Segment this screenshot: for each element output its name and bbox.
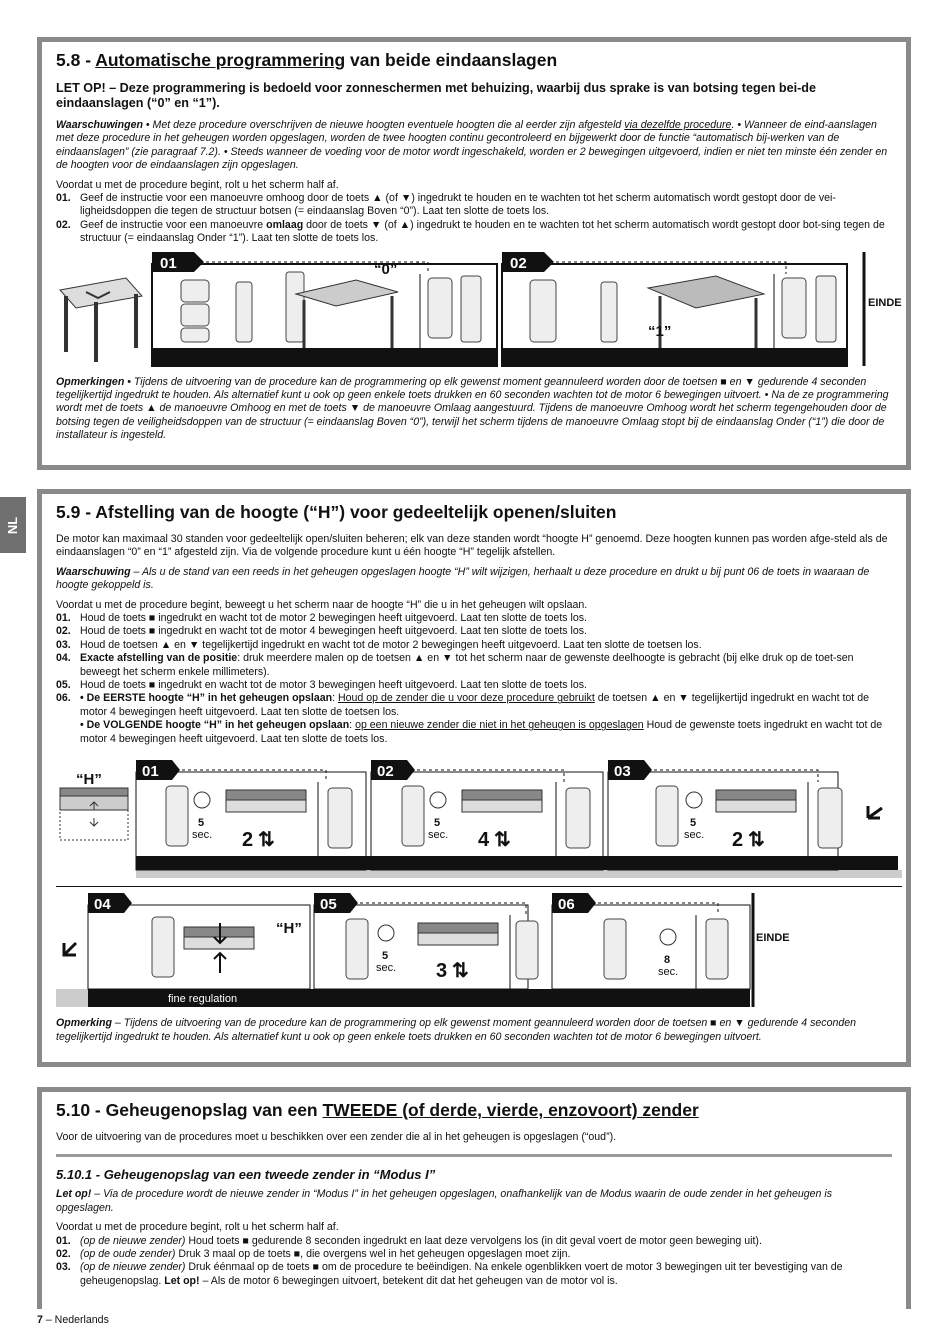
section-5-9-pre: Voordat u met de procedure begint, beweegt u het scherm naar de hoogte “H” die u in het geheugen wilt opslaan.: [56, 598, 588, 611]
remote-icon: [328, 788, 352, 848]
seconds-unit: sec.: [684, 829, 705, 842]
section-5-9: [37, 489, 911, 1067]
clock-icon: [194, 792, 210, 808]
section-5-10-pre: Voordat u met de procedure begint, rolt u het scherm half af.: [56, 1221, 339, 1234]
section-5-10-letop: Let op! – Via de procedure wordt de nieuwe zender in “Modus I” in het geheugen opgeslagen, onafhankelijk van de Modus waarin de oude zender in het geheugen is opgeslagen.: [56, 1188, 833, 1214]
section-5-8-step-1: 01. Geef de instructie voor een manoeuvre omhoog door de toets ▲ (of ▼) ingedrukt te houden en te wachten tot het scherm automatisch wordt gestopt door de vei-ligheidsdoppen die tegen de structuur botsen (= eindaanslag Boven “0”). Laat ten slotte de toets los.: [56, 192, 836, 218]
pergola-mid: [296, 280, 398, 348]
step-number-03: 03: [614, 763, 631, 781]
remote-icon: [530, 280, 617, 342]
section-5-10-step-2: 02. (op de oude zender) Druk 3 maal op de toets ■, die overgens wel in het geheugen opgeslagen moet zijn.: [56, 1248, 571, 1261]
section-5-10-title: 5.10 - Geheugenopslag van een TWEEDE (of derde, vierde, enzovoort) zender: [56, 1100, 699, 1120]
section-5-10-step-3: 03. (op de nieuwe zender) Druk éénmaal op de toets ■ om de procedure te beëindigen. Na enkele ogenblikken voert de motor 3 bewegingen uit ter bevestiging van de geheugenopslag. Let op! – Als de motor 6 bewegingen uitvoert, betekent dit dat het geheugen van de motor vol is.: [56, 1261, 843, 1287]
section-5-10-1-title: 5.10.1 - Geheugenopslag van een tweede zender in “Modus I”: [56, 1167, 436, 1183]
section-5-8-notes: Opmerkingen • Tijdens de uitvoering van de procedure kan de programmering op elk gewenst moment geannuleerd worden door de toetsen ■ en ▼ gedurende 4 seconden tegelijkertijd ingedrukt te houden. Als alternatief kunt u ook op geen enkele toets drukken en 60 seconden wachten tot de motor 6 bewegingen uitvoert. • Na de ze programmering wordt met de toets ▲ de manoeuvre Omhoog en met de toets ▼ de manoeuvre Omlaag aangestuurd. Tijdens de manoeuvre Omhoog wordt het scherm tegengehouden door de botsing tegen de veiligheidsdoppen van de structuur (= eindaanslag Boven “0”), terwijl het scherm tijdens de manoeuvre Omlaag stopt bij de eindaanslag Onder (“1”) die door de installateur is ingesteld.: [56, 375, 889, 442]
section-5-9-title: 5.9 - Afstelling van de hoogte (“H”) voor gedeeltelijk openen/sluiten: [56, 502, 617, 522]
pergola-illustration: [60, 278, 142, 362]
step-number-04: 04: [94, 896, 111, 914]
end-label: EINDE: [868, 296, 902, 309]
seconds-value: 5: [382, 950, 389, 963]
section-5-9-step-4: 04. Exacte afstelling van de positie: druk meerdere malen op de toetsen ▲ en ▼ tot het scherm naar de gewenste deelhoogte is gebracht (bij elke druk op de toet-sen beweegt het scherm enkele millimeters).: [56, 652, 854, 678]
updown-icon: ⇅: [748, 829, 765, 852]
remote-icon: [166, 786, 188, 846]
clock-icon: [378, 925, 394, 941]
updown-icon: ⇅: [452, 960, 469, 983]
section-5-9-warning: Waarschuwing – Als u de stand van een reeds in het geheugen opgeslagen hoogte “H” wilt wijzigen, herhaalt u deze procedure en drukt u bij punt 06 de toets in waaraan de hoogte gekoppeld is.: [56, 565, 870, 592]
movement-count: 4: [478, 829, 490, 852]
seconds-unit: sec.: [428, 829, 449, 842]
remote-icon: [152, 917, 174, 977]
section-5-9-step-1: 01. Houd de toets ■ ingedrukt en wacht tot de motor 2 bewegingen heeft uitgevoerd. Laat ten slotte de toets los.: [56, 612, 587, 625]
section-5-9-step-2: 02. Houd de toets ■ ingedrukt en wacht tot de motor 4 bewegingen heeft uitgevoerd. Laat ten slotte de toets los.: [56, 625, 587, 638]
section-5-8: [37, 37, 911, 470]
step-number-05: 05: [320, 896, 337, 914]
fine-regulation-label: fine regulation: [168, 993, 238, 1006]
label-zero: “0”: [374, 260, 398, 278]
remote-icon: [428, 276, 481, 342]
step-number-01: 01: [142, 763, 159, 781]
seconds-value: 8: [664, 954, 671, 967]
awning-illustration: [60, 788, 128, 840]
section-5-9-step-5: 05. Houd de toets ■ ingedrukt en wacht tot de motor 3 bewegingen heeft uitgevoerd. Laat ten slotte de toets los.: [56, 679, 587, 692]
remote-icon: [516, 921, 538, 979]
step-number-01: 01: [160, 254, 177, 272]
page-footer: 7 – Nederlands: [37, 1314, 109, 1326]
seconds-value: 5: [198, 817, 205, 830]
language-tab: NL: [0, 497, 26, 553]
updown-icon: ⇅: [494, 829, 511, 852]
label-h: “H”: [76, 771, 102, 789]
remote-icon: [346, 919, 368, 979]
remote-icon: [566, 788, 590, 848]
end-label: EINDE: [756, 932, 790, 945]
seconds-value: 5: [690, 817, 697, 830]
label-one: “1”: [648, 322, 672, 340]
movement-count: 3: [436, 960, 448, 983]
label-h: “H”: [276, 920, 302, 938]
section-5-8-letop: LET OP! – Deze programmering is bedoeld voor zonneschermen met behuizing, waarbij dus sprake is van botsing tegen bei-de eindaanslagen (“0” en “1”).: [56, 81, 816, 110]
section-5-9-step-3: 03. Houd de toetsen ▲ en ▼ tegelijkertijd ingedrukt en wacht tot de motor 2 bewegingen heeft uitgevoerd. Laat ten slotte de toetsen los.: [56, 638, 702, 651]
section-5-8-figure: [56, 252, 902, 370]
remote-icon: [782, 276, 836, 342]
movement-count: 2: [732, 829, 744, 852]
section-5-9-figure-row-2: [56, 893, 902, 1011]
seconds-value: 5: [434, 817, 441, 830]
clock-icon: [660, 929, 676, 945]
section-5-10: [37, 1087, 911, 1309]
seconds-unit: sec.: [192, 829, 213, 842]
clock-icon: [686, 792, 702, 808]
step-number-06: 06: [558, 896, 575, 914]
remote-icon: [181, 272, 304, 342]
remote-icon: [402, 786, 424, 846]
section-5-8-step-2: 02. Geef de instructie voor een manoeuvre omlaag door de toets ▼ (of ▲) ingedrukt te houden en te wachten tot het scherm automatisch wordt gestopt door bot-sing tegen de structuur (= eindaanslag Onder “1”). Laat ten slotte de toets los.: [56, 218, 885, 245]
remote-icon: [818, 788, 842, 848]
step-number-02: 02: [377, 763, 394, 781]
remote-icon: [604, 919, 626, 979]
section-5-9-step-6: 06. • De EERSTE hoogte “H” in het geheugen opslaan: Houd op de zender die u voor deze procedure gebruikt de toetsen ▲ en ▼ tegelijkertijd ingedrukt en wacht tot de motor 4 bewegingen heeft uitgevoerd. Laat ten slotte de toetsen los. • De VOLGENDE hoogte “H” in het geheugen opslaan: op een nieuwe zender die niet in het geheugen is opgeslagen Houd de gewenste toets ingedrukt en wacht tot de motor 4 bewegingen heeft uitgevoerd. Laat ten slotte de toets los.: [56, 692, 883, 745]
section-5-8-warnings: Waarschuwingen • Met deze procedure overschrijven de nieuwe hoogten eventuele hoogten die al eerder zijn afgesteld via dezelfde procedure. • Wanneer de eind-aanslagen met deze procedure in het geheugen worden opgeslagen, worden de twee hoogten continu gecontroleerd en bijgewerkt door de functie “automatisch bij-werken van de eindaanslagen” (zie paragraaf 7.2). • Steeds wanneer de voeding voor de motor wordt ingeschakeld, worden er 2 bewegingen uitgevoerd, indien er niet ten minste één zender en de hoogten voor de eindaanslagen zijn opgeslagen.: [56, 119, 888, 172]
updown-icon: ⇅: [258, 829, 275, 852]
return-arrow-icon: [64, 943, 76, 955]
seconds-unit: sec.: [658, 966, 679, 979]
section-5-10-step-1: 01. (op de nieuwe zender) Houd toets ■ gedurende 8 seconden ingedrukt en laat deze vervolgens los (in dit geval voert de motor geen beweging uit).: [56, 1234, 762, 1247]
movement-count: 2: [242, 829, 254, 852]
step-number-02: 02: [510, 254, 527, 272]
seconds-unit: sec.: [376, 962, 397, 975]
section-5-9-figure-row-1: [56, 760, 902, 878]
continue-arrow-icon: [868, 806, 882, 818]
section-5-8-intro: Voordat u met de procedure begint, rolt u het scherm half af.: [56, 178, 339, 191]
remote-icon: [656, 786, 678, 846]
clock-icon: [430, 792, 446, 808]
section-5-9-note: Opmerking – Tijdens de uitvoering van de procedure kan de programmering op elk gewenst moment geannuleerd worden door de toetsen ■ en ▼ gedurende 4 seconden tegelijkertijd ingedrukt te houden. Als alternatief kunt u ook op geen enkele toets drukken en 60 seconden wachten tot de motor 6 bewegingen uitvoert.: [56, 1017, 857, 1043]
remote-icon: [706, 919, 728, 979]
section-5-10-intro: Voor de uitvoering van de procedures moet u beschikken over een zender die al in het geheugen is opgeslagen (“oud”).: [56, 1131, 617, 1143]
section-5-8-title: 5.8 - Automatische programmering van beide eindaanslagen: [56, 50, 558, 70]
section-5-9-intro: De motor kan maximaal 30 standen voor gedeeltelijk open/sluiten beheren; elk van deze standen wordt “hoogte H” genoemd. Deze hoogten kunnen pas worden afge-steld als de eindaanslagen “0” en “1” afgesteld zijn. Via de volgende procedure kunt u één hoogte “H” tegelijk afstellen.: [56, 533, 888, 559]
